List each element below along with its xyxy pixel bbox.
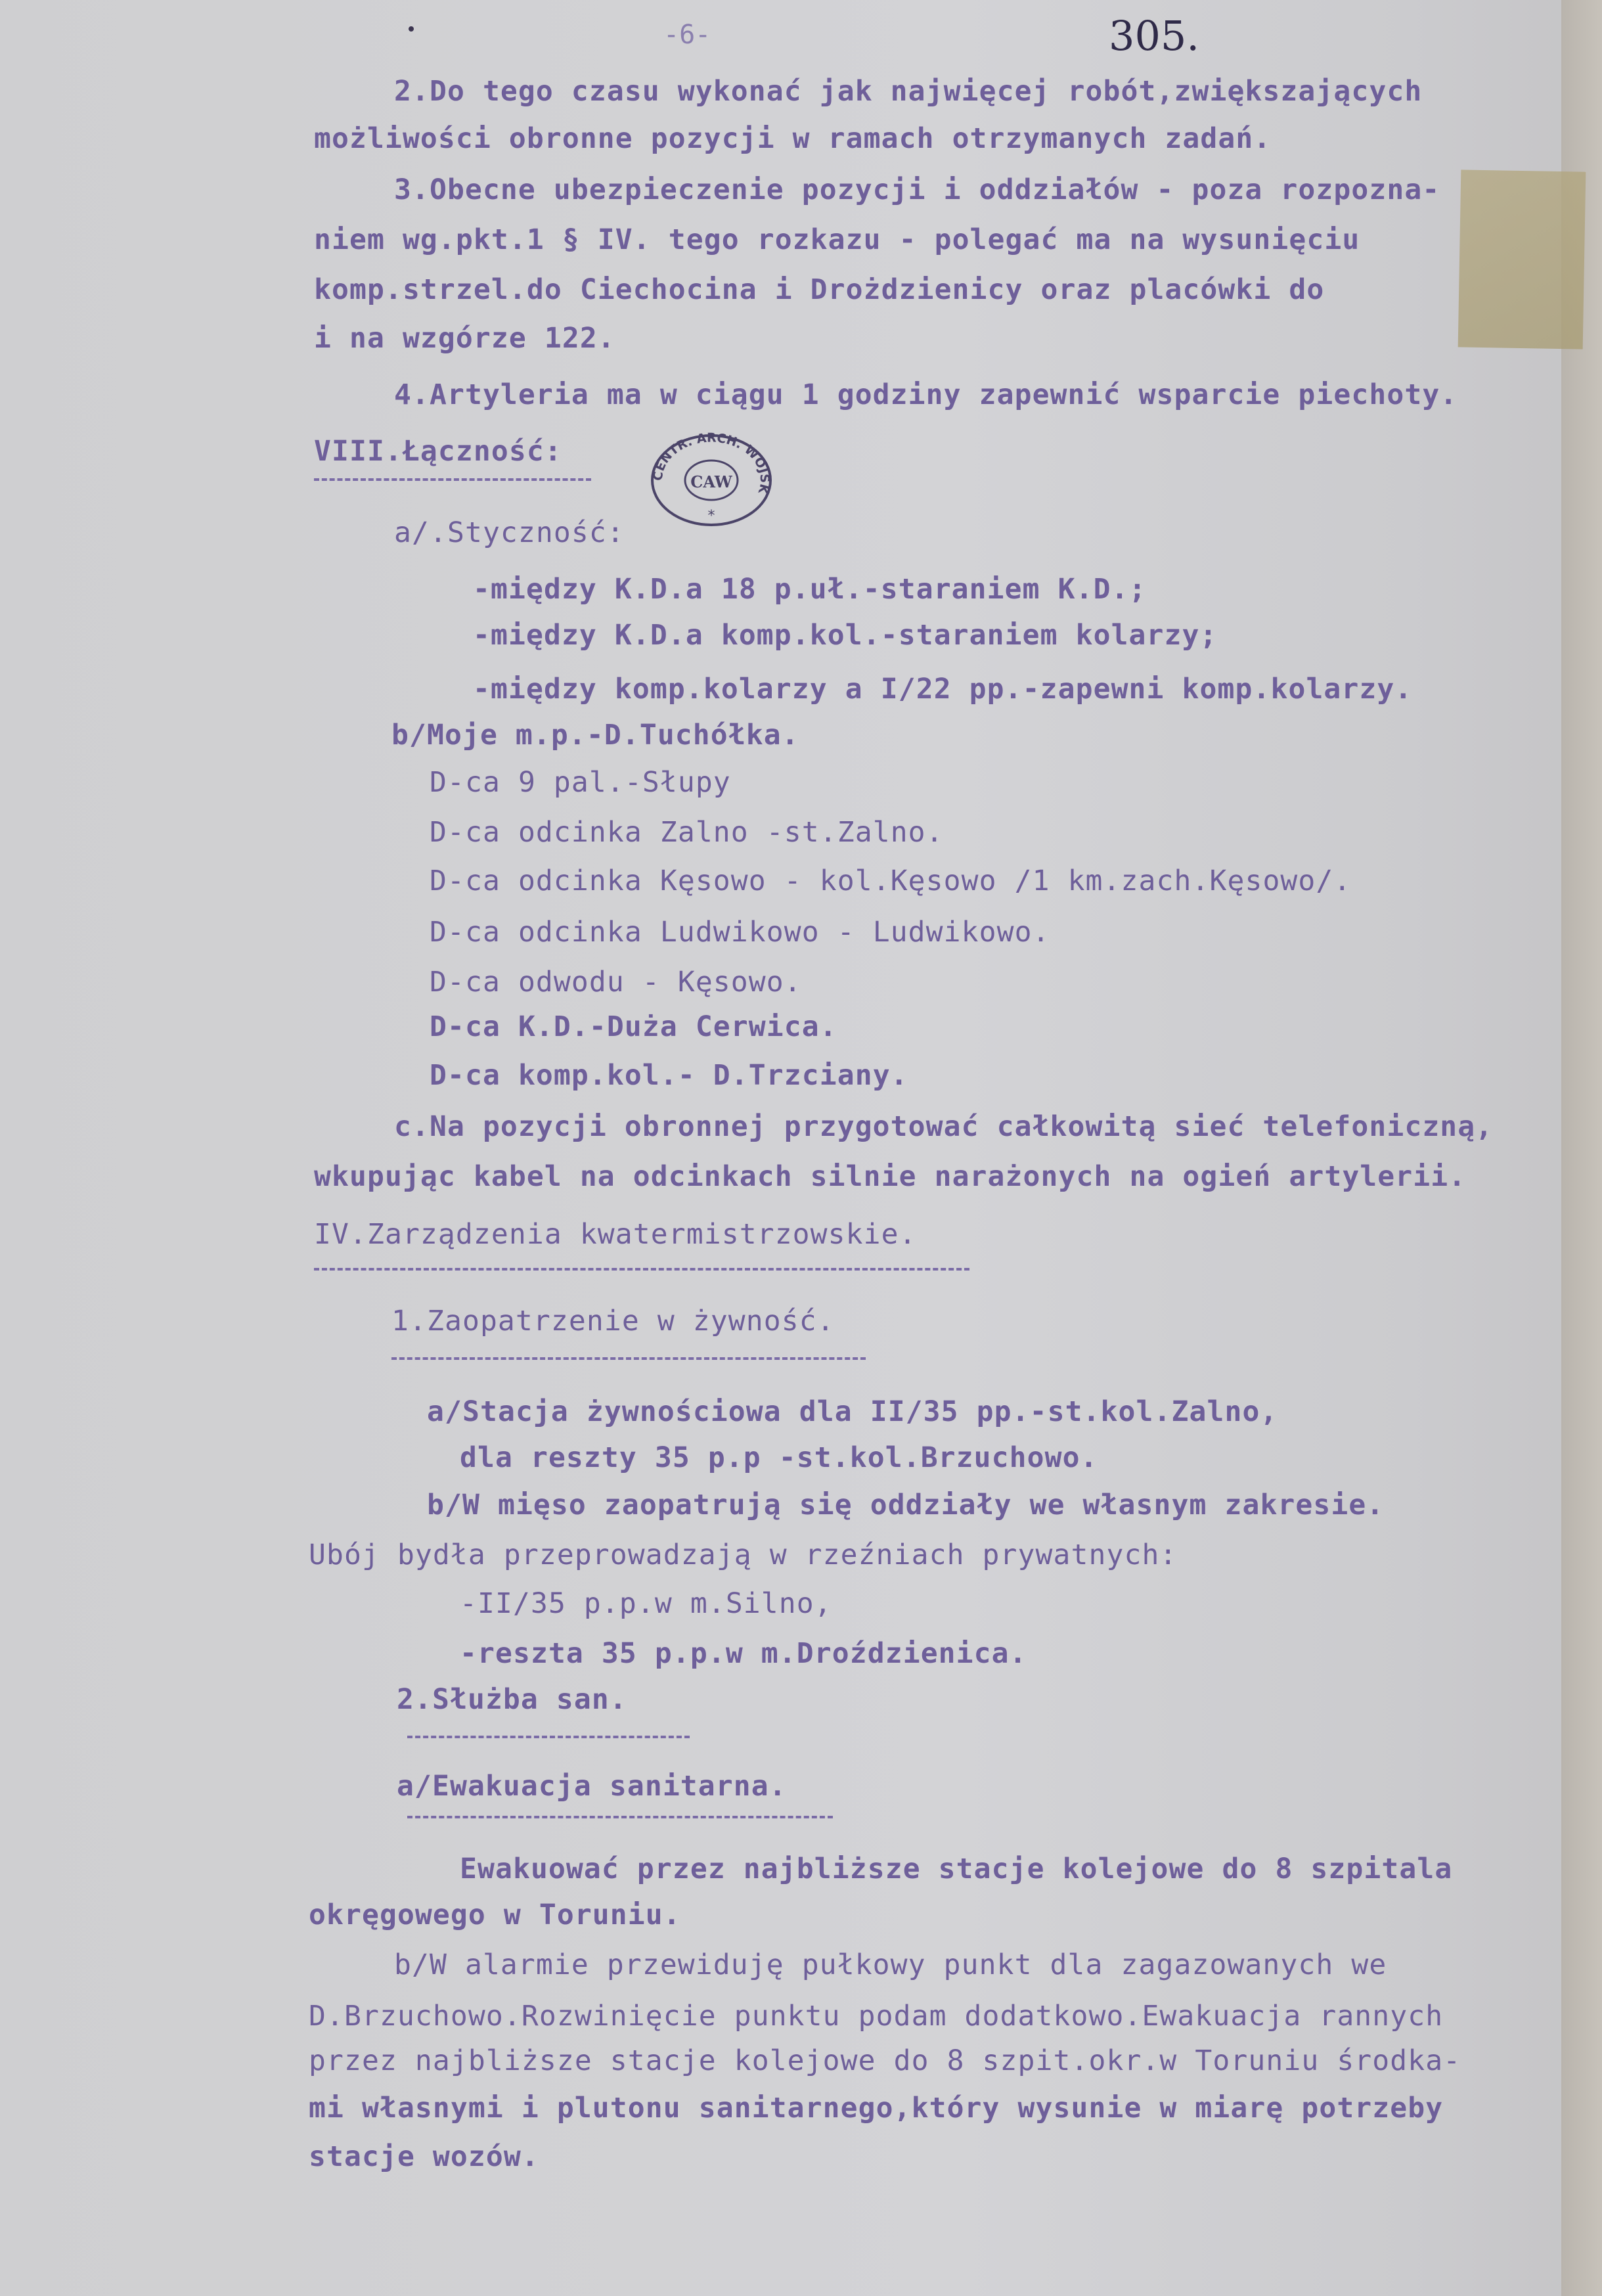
text-line: D-ca odcinka Zalno -st.Zalno. xyxy=(430,816,944,849)
text-line: -między komp.kolarzy a I/22 pp.-zapewni komp.kolarzy. xyxy=(473,673,1413,706)
text-line: okręgowego w Toruniu. xyxy=(309,1899,681,1931)
text-line: b/W alarmie przewiduję pułkowy punkt dla zagazowanych we xyxy=(394,1948,1387,1981)
text-line: mi własnymi i plutonu sanitarnego,który wysunie w miarę potrzeby xyxy=(309,2092,1444,2125)
folio-number-handwritten: 305. xyxy=(1109,12,1200,60)
text-line: stacje wozów. xyxy=(309,2140,539,2173)
text-line: niem wg.pkt.1 § IV. tego rozkazu - polegać ma na wysunięciu xyxy=(314,223,1360,256)
heading-underline xyxy=(314,478,591,481)
text-line: c.Na pozycji obronnej przygotować całkowitą sieć telefoniczną, xyxy=(394,1110,1494,1143)
archive-stamp-icon xyxy=(649,432,774,528)
subsection-heading: 1.Zaopatrzenie w żywność. xyxy=(391,1305,835,1338)
text-line: 3.Obecne ubezpieczenie pozycji i oddziałów - poza rozpozna- xyxy=(394,173,1440,206)
subsection-underline xyxy=(391,1357,866,1360)
section-heading: VIII.Łączność: xyxy=(314,435,562,468)
text-line: D-ca K.D.-Duża Cerwica. xyxy=(430,1010,837,1043)
text-line: D.Brzuchowo.Rozwinięcie punktu podam dodatkowo.Ewakuacja rannych xyxy=(309,2000,1444,2033)
text-line: 2.Do tego czasu wykonać jak najwięcej robót,zwiększających xyxy=(394,75,1423,108)
text-line: możliwości obronne pozycji w ramach otrzymanych zadań. xyxy=(314,122,1272,155)
text-line: komp.strzel.do Ciechocina i Drożdzienicy oraz placówki do xyxy=(314,273,1325,306)
text-line: a/Stacja żywnościowa dla II/35 pp.-st.kol.Zalno, xyxy=(427,1395,1278,1428)
stamp-ring-text: CENTR. ARCH. WOJSK xyxy=(650,432,772,496)
text-line: -między K.D.a 18 p.uł.-staraniem K.D.; xyxy=(473,573,1147,606)
text-line: przez najbliższe stacje kolejowe do 8 szpit.okr.w Toruniu środka- xyxy=(309,2044,1461,2077)
text-line: D-ca odcinka Kęsowo - kol.Kęsowo /1 km.zach.Kęsowo/. xyxy=(430,865,1352,897)
text-line: -między K.D.a komp.kol.-staraniem kolarzy; xyxy=(473,619,1218,652)
text-line: wkupując kabel na odcinkach silnie narażonych na ogień artylerii. xyxy=(314,1160,1467,1193)
text-line: 4.Artyleria ma w ciągu 1 godziny zapewnić wsparcie piechoty. xyxy=(394,378,1458,411)
text-line: dla reszty 35 p.p -st.kol.Brzuchowo. xyxy=(460,1441,1098,1474)
ink-dot xyxy=(409,26,414,32)
text-line: -reszta 35 p.p.w m.Droździenica. xyxy=(460,1637,1027,1670)
subsection-heading: 2.Służba san. xyxy=(397,1683,627,1716)
text-line: -II/35 p.p.w m.Silno, xyxy=(460,1587,832,1620)
text-line: b/Moje m.p.-D.Tuchółka. xyxy=(391,719,799,752)
text-line: i na wzgórze 122. xyxy=(314,322,615,355)
page-number: -6- xyxy=(663,20,711,50)
text-line: D-ca odcinka Ludwikowo - Ludwikowo. xyxy=(430,916,1050,949)
text-line: D-ca odwodu - Kęsowo. xyxy=(430,966,802,999)
stamp-monogram: CAW xyxy=(690,472,732,491)
text-line: D-ca komp.kol.- D.Trzciany. xyxy=(430,1059,908,1092)
stamp-star: * xyxy=(707,508,715,524)
heading-underline xyxy=(314,1268,969,1271)
adhesive-tape-patch xyxy=(1458,169,1586,349)
text-line: a/.Styczność: xyxy=(394,516,625,549)
text-line: Ewakuować przez najbliższe stacje kolejowe do 8 szpitala xyxy=(460,1853,1453,1885)
subsection-heading: a/Ewakuacja sanitarna. xyxy=(397,1770,787,1803)
text-line: D-ca 9 pal.-Słupy xyxy=(430,766,731,799)
subsection-underline xyxy=(407,1736,690,1738)
text-line: b/W mięso zaopatrują się oddziały we własnym zakresie. xyxy=(427,1489,1385,1521)
text-line: Ubój bydła przeprowadzają w rzeźniach prywatnych: xyxy=(309,1539,1178,1571)
subsection-underline xyxy=(407,1816,833,1818)
section-heading: IV.Zarządzenia kwatermistrzowskie. xyxy=(314,1218,917,1251)
